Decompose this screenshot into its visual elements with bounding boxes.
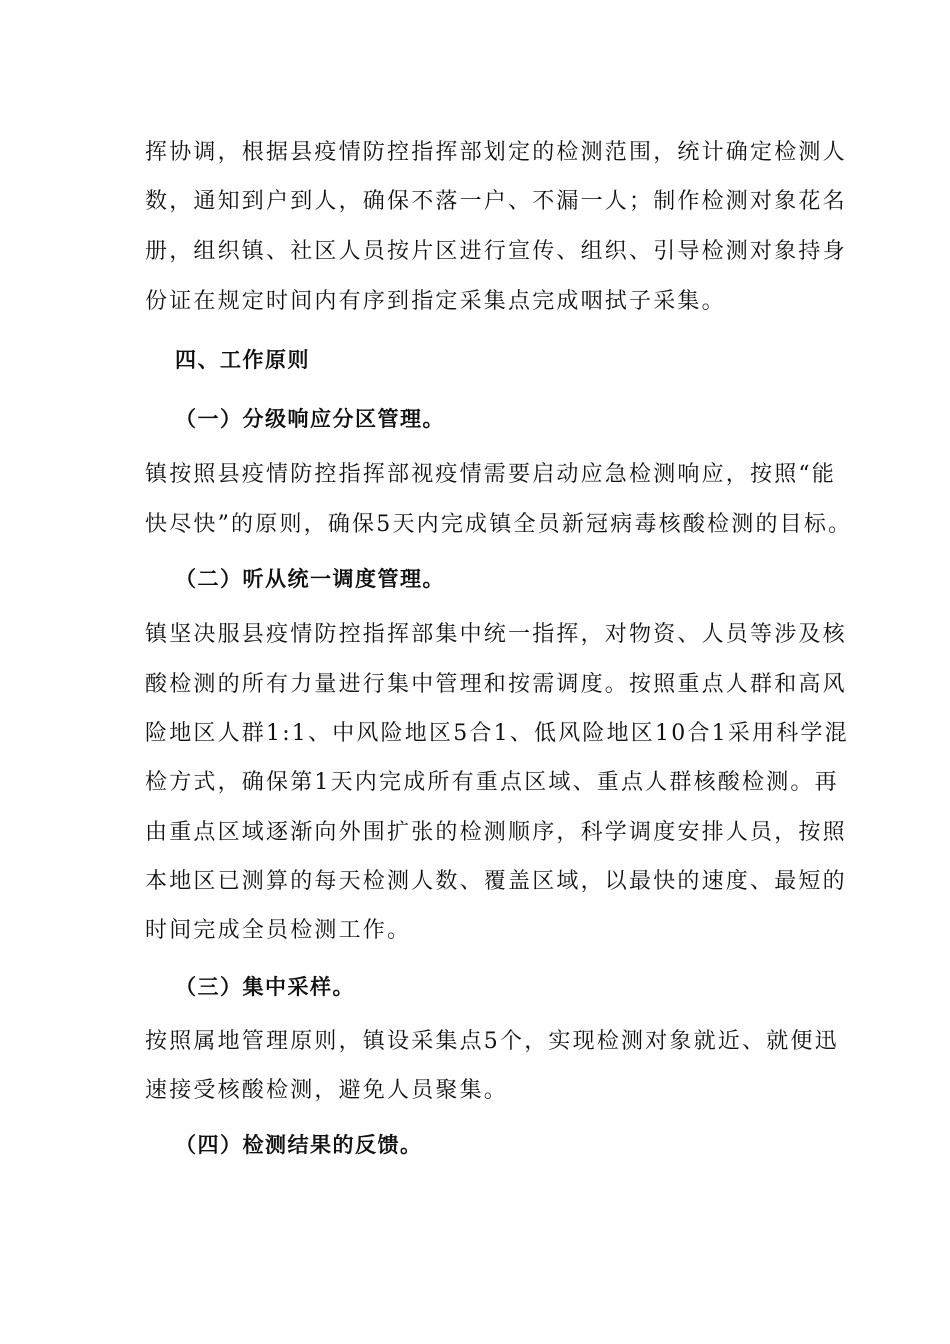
paragraph-line: 镇按照县疫情防控指挥部视疫情需要启动应急检测响应，按照“能 [145,462,837,487]
subsection-heading: （一）分级响应分区管理。 [175,407,445,431]
paragraph-line: 镇坚决服县疫情防控指挥部集中统一指挥，对物资、人员等涉及核 [145,622,847,647]
subsection-heading: （四）检测结果的反馈。 [175,1133,423,1157]
paragraph-line: 份证在规定时间内有序到指定采集点完成咽拭子采集。 [145,289,726,314]
paragraph-line: 按照属地管理原则，镇设采集点5个，实现检测对象就近、就便迅 [145,1029,839,1054]
subsection-heading: （二）听从统一调度管理。 [175,567,445,591]
paragraph-line: 酸检测的所有力量进行集中管理和按需调度。按照重点人群和高风 [145,672,847,697]
section-heading: 四、工作原则 [175,348,310,372]
paragraph-line: 由重点区域逐渐向外围扩张的检测顺序，科学调度安排人员，按照 [145,820,847,845]
paragraph-line: 数，通知到户到人，确保不落一户、不漏一人；制作检测对象花名 [145,189,847,214]
subsection-heading: （三）集中采样。 [175,975,355,999]
paragraph-line: 册，组织镇、社区人员按片区进行宣传、组织、引导检测对象持身 [145,239,847,264]
paragraph-line: 检方式，确保第1天内完成所有重点区域、重点人群核酸检测。再 [145,770,839,795]
paragraph-line: 时间完成全员检测工作。 [145,918,412,943]
paragraph-line: 速接受核酸检测，避免人员聚集。 [145,1078,509,1103]
paragraph-line: 险地区人群1:1、中风险地区5合1、低风险地区10合1采用科学混 [145,721,849,746]
paragraph-line: 快尽快”的原则，确保5天内完成镇全员新冠病毒核酸检测的目标。 [145,512,853,537]
paragraph-line: 挥协调，根据县疫情防控指挥部划定的检测范围，统计确定检测人 [145,140,847,165]
paragraph-line: 本地区已测算的每天检测人数、覆盖区域，以最快的速度、最短的 [145,869,847,894]
